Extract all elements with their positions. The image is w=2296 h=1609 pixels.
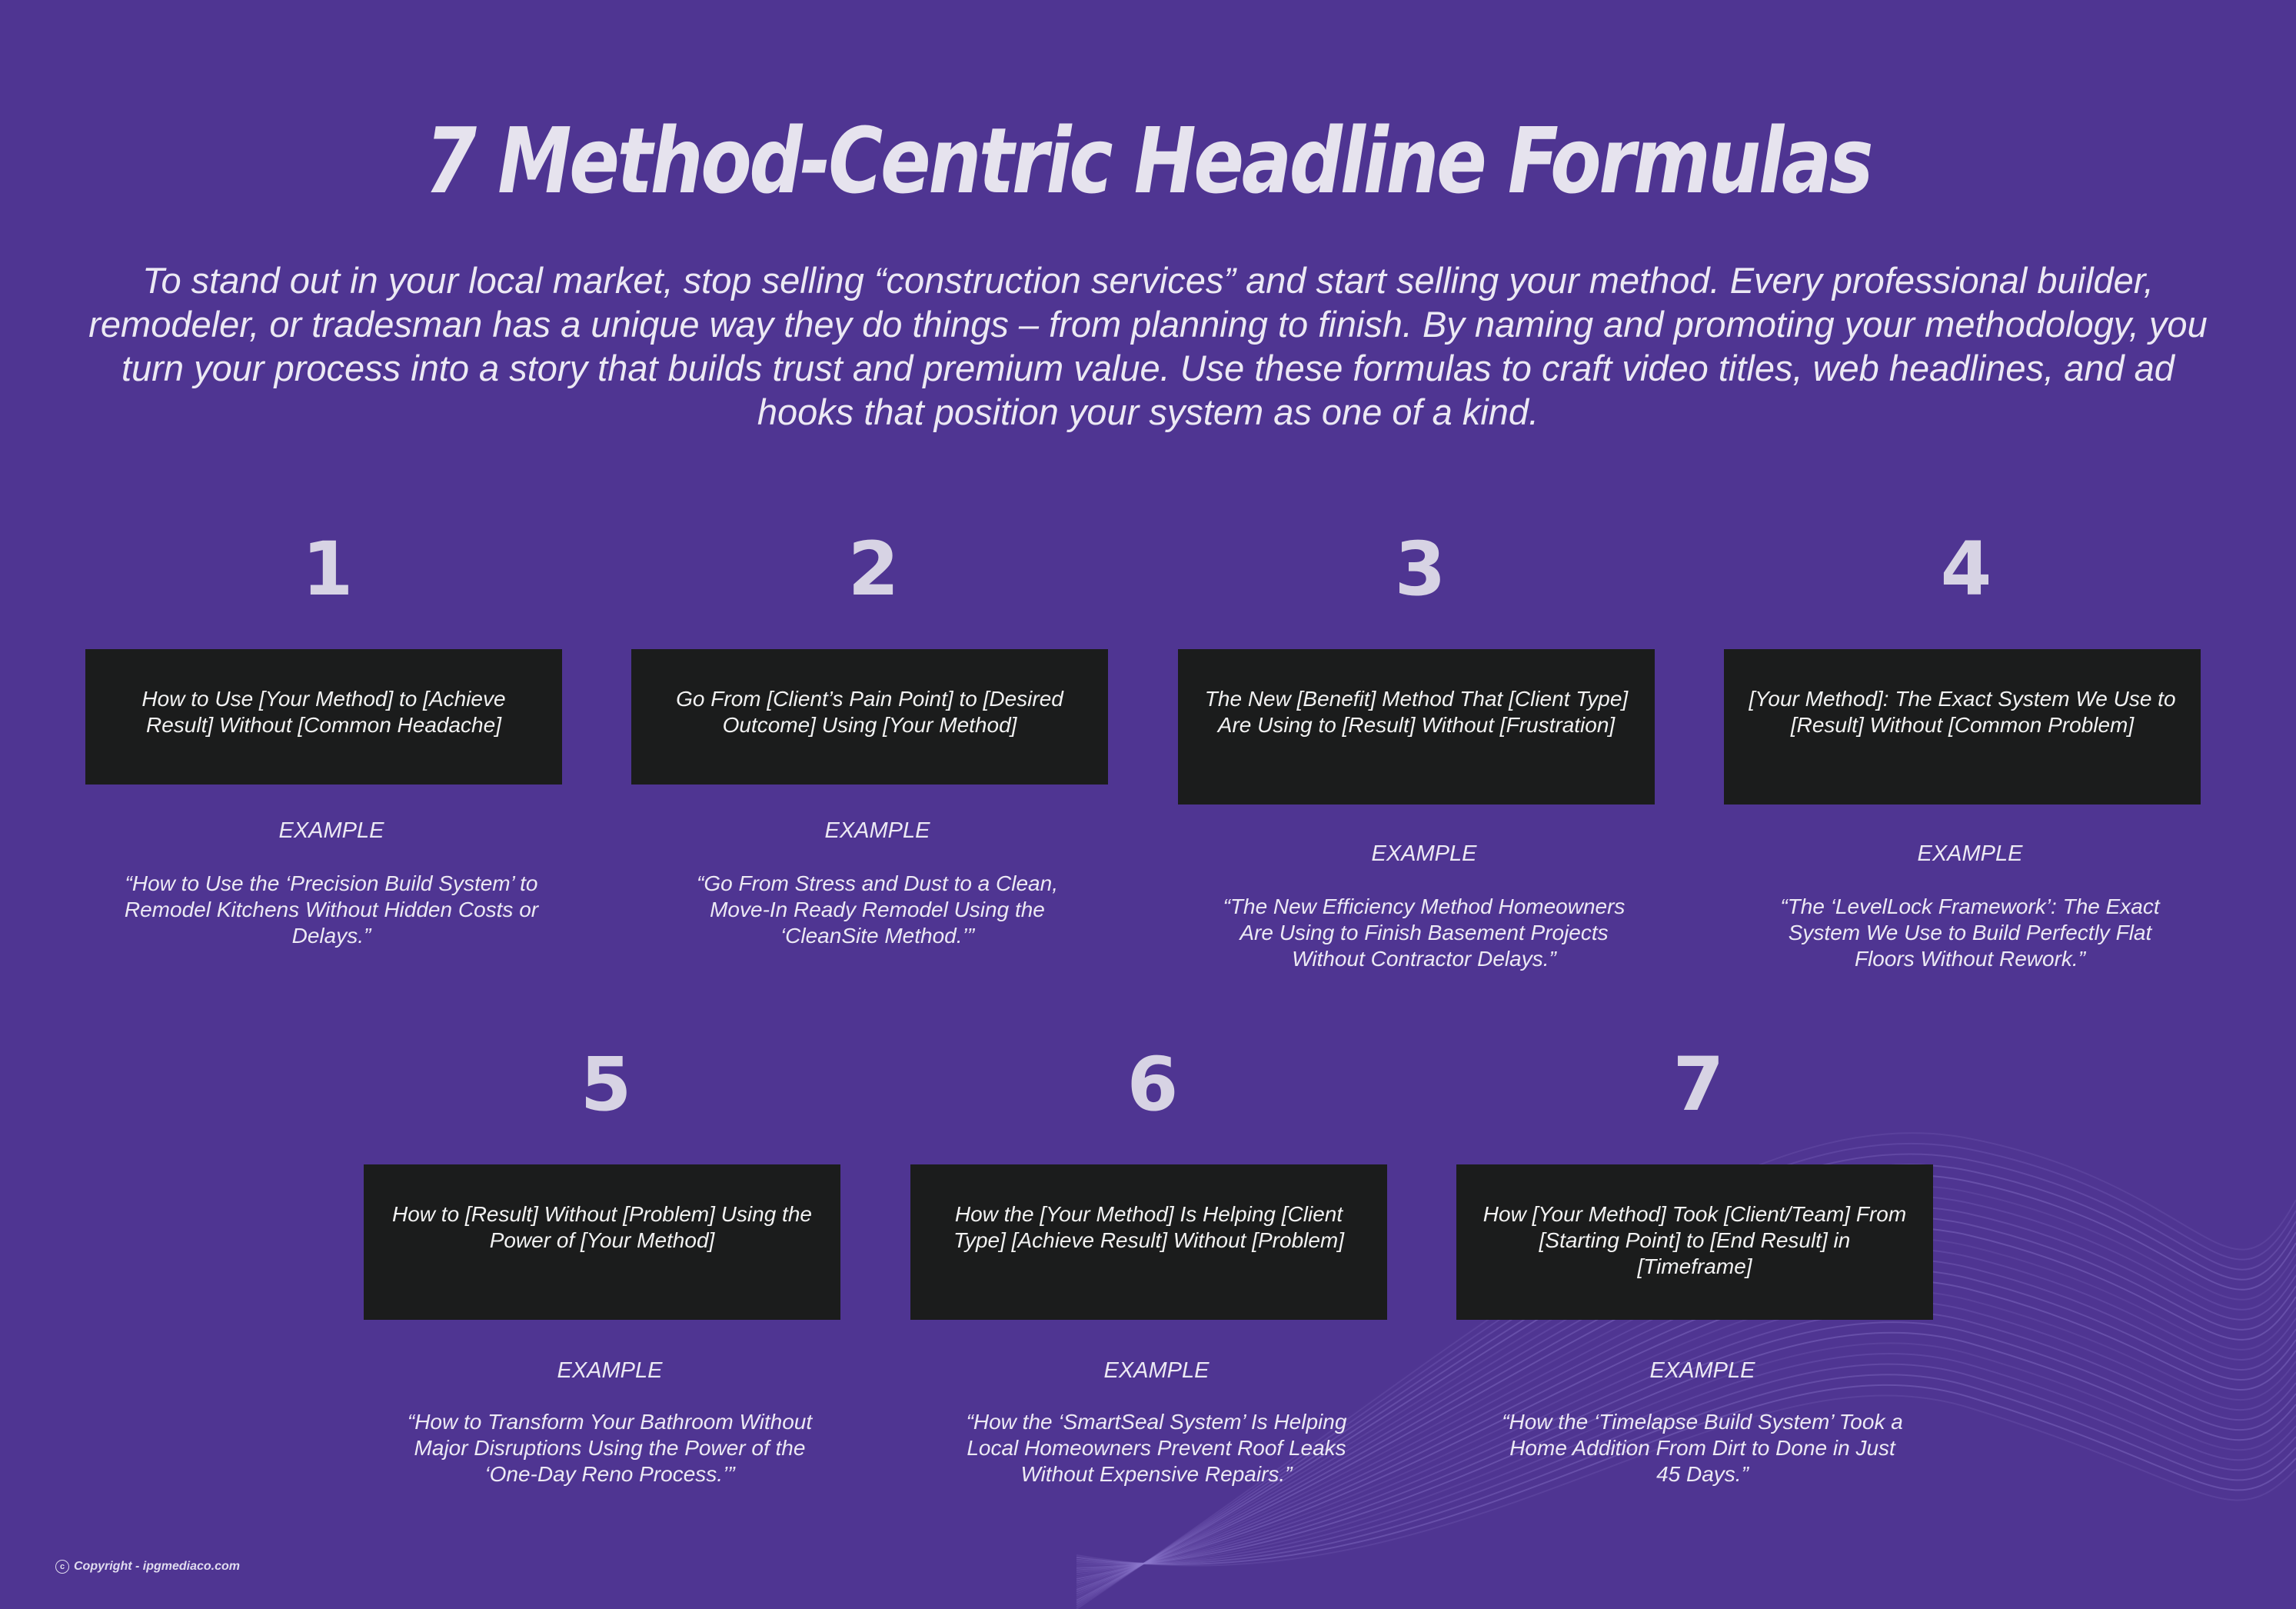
formula-item-5 [364,1038,840,1486]
copyright-icon: c [55,1560,69,1574]
formula-box: How the [Your Method] Is Helping [Client Type] [Achieve Result] Without [Problem] [910,1164,1387,1320]
example-label: EXAMPLE [1103,1358,1210,1383]
example-label: EXAMPLE [278,818,384,843]
formula-item-6 [910,1038,1387,1486]
formula-box: The New [Benefit] Method That [Client Type] Are Using to [Result] Without [Frustration] [1178,649,1655,804]
formula-number: 7 [1672,1041,1725,1128]
example-label: EXAMPLE [1371,841,1477,866]
intro-paragraph: To stand out in your local market, stop selling “construction services” and start selling your method. Every professional builder, remodeler, or tradesman has a unique way they do things – from planning to finish. By naming and promoting your methodology, you turn your process into a story that builds trust and premium value. Use these formulas to craft video titles, web headlines, and ad hooks that position your system as one of a kind. [88,260,2208,432]
formula-item-2 [631,523,1108,948]
formula-number: 2 [847,526,900,612]
formula-number: 1 [301,526,354,612]
formula-box: How to [Result] Without [Problem] Using the Power of [Your Method] [364,1164,840,1320]
example-text: “How the ‘Timelapse Build System’ Took a Home Addition From Dirt to Done in Just 45 Days.” [1502,1410,1903,1486]
page-title: 7 Method-Centric Headline Formulas [424,108,1872,214]
copyright-notice [55,1560,240,1574]
example-text: “How to Use the ‘Precision Build System’ to Remodel Kitchens Without Hidden Costs or Delays.” [124,871,539,948]
copyright-text: Copyright - ipgmediaco.com [74,1560,241,1573]
example-text: “Go From Stress and Dust to a Clean, Move-In Ready Remodel Using the ‘CleanSite Method.’” [697,871,1058,948]
formula-item-4 [1724,523,2201,971]
formula-item-7 [1456,1038,1933,1486]
formula-item-3 [1178,523,1655,971]
formula-box: How to Use [Your Method] to [Achieve Result] Without [Common Headache] [85,649,562,785]
example-label: EXAMPLE [824,818,930,843]
formula-number: 4 [1940,526,1992,612]
example-label: EXAMPLE [1649,1358,1755,1383]
formula-number: 5 [580,1041,632,1128]
example-text: “How to Transform Your Bathroom Without Major Disruptions Using the Power of the ‘One-Day Reno Process.’” [407,1410,813,1486]
example-label: EXAMPLE [557,1358,663,1383]
formula-box: How [Your Method] Took [Client/Team] From [Starting Point] to [End Result] in [Timeframe] [1456,1164,1933,1320]
formula-number: 3 [1394,526,1446,612]
example-text: “How the ‘SmartSeal System’ Is Helping Local Homeowners Prevent Roof Leaks Without Expensive Repairs.” [966,1410,1347,1486]
formula-box: [Your Method]: The Exact System We Use to [Result] Without [Common Problem] [1724,649,2201,804]
formula-box: Go From [Client’s Pain Point] to [Desired Outcome] Using [Your Method] [631,649,1108,785]
example-text: “The ‘LevelLock Framework’: The Exact System We Use to Build Perfectly Flat Floors Without Rework.” [1780,894,2160,971]
formula-item-1 [85,523,562,948]
formula-number: 6 [1126,1041,1179,1128]
example-label: EXAMPLE [1917,841,2023,866]
example-text: “The New Efficiency Method Homeowners Are Using to Finish Basement Projects Without Contractor Delays.” [1223,894,1626,971]
